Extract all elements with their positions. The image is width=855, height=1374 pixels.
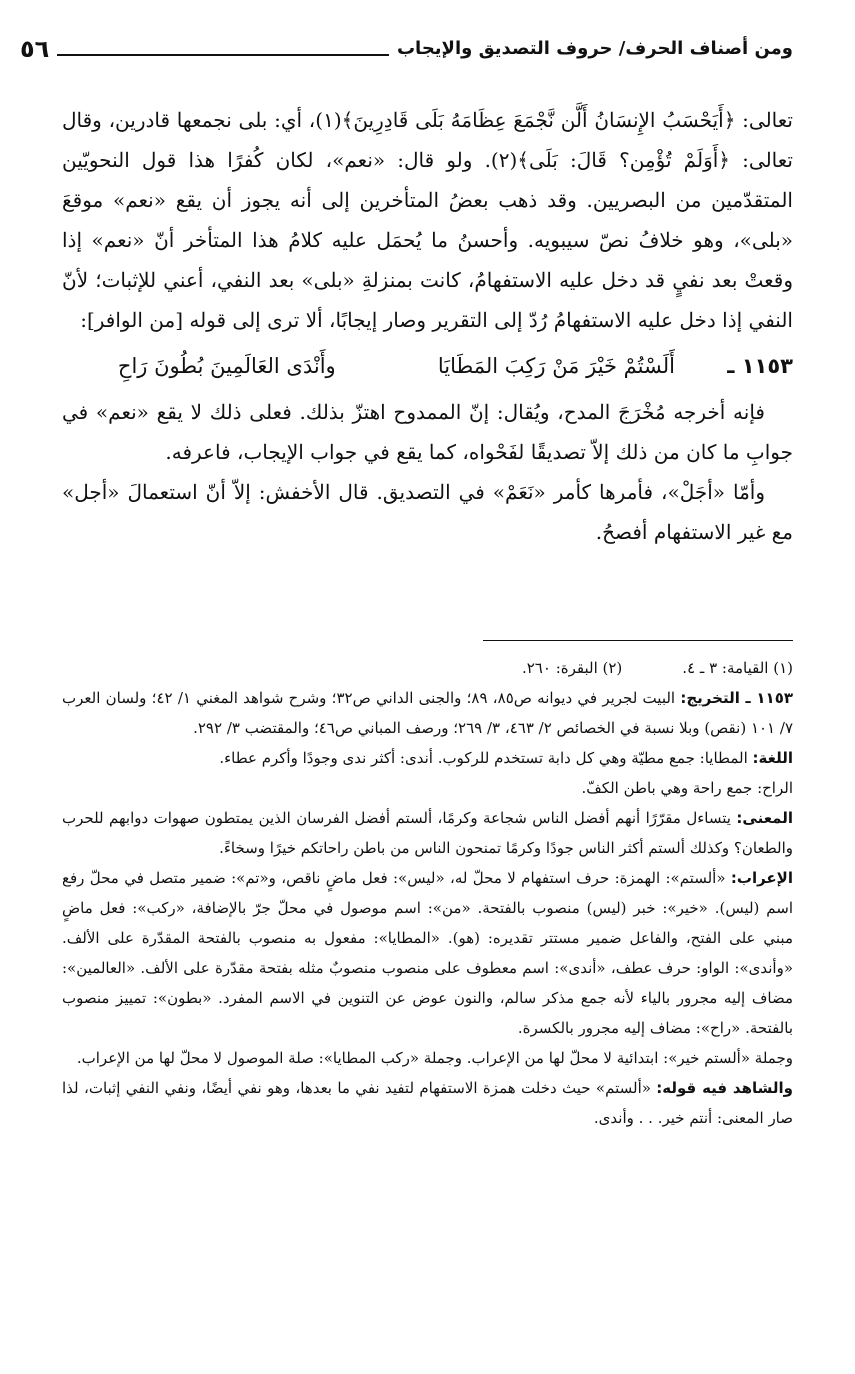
verse-hemistich-second: وأَنْدَى العَالَمِينَ بُطُونَ رَاحِ — [117, 354, 336, 378]
shahid-note — [62, 1073, 793, 1133]
verse-hemistich-first: أَلَسْتُمْ خَيْرَ مَنْ رَكِبَ المَطَايَا — [437, 354, 675, 378]
lugha-note — [62, 743, 793, 773]
irab-label: الإعراب: — [730, 869, 793, 887]
footnotes — [62, 640, 793, 1133]
paragraph: فإنه أخرجه مُخْرَجَ المدح، ويُقال: إنّ الممدوح اهتزّ بذلك. فعلى ذلك لا يقع «نعم» في جوابِ ما كان من ذلك إلاّ تصديقًا لفَحْواه، كما يقع في جواب الإيجاب، فاعرفه. — [62, 400, 793, 464]
lugha-text: المطايا: جمع مطيّة وهي كل دابة تستخدم للركوب. أندى: أكثر ندى وجودًا وأكرم عطاء. — [219, 749, 748, 767]
irab-note-continued: وجملة «ألستم خير»: ابتدائية لا محلّ لها من الإعراب. وجملة «ركب المطايا»: صلة الموصول لا محلّ لها من الإعراب. — [76, 1049, 793, 1067]
shahid-text: «ألستم» حيث دخلت همزة الاستفهام لتفيد نفي ما بعدها، وهو نفي أيضًا، ونفي النفي إثبات، لذا صار المعنى: أنتم خير. . . وأندى. — [62, 1079, 793, 1127]
page-number: ٥٦ — [20, 35, 50, 63]
irab-text: «ألستم»: الهمزة: حرف استفهام لا محلّ له، «ليس»: فعل ماضٍ ناقص، و«تم»: ضمير متصل في محلّ رفع اسم (ليس). «خير»: خبر (ليس) منصوب بالفتحة. «من»: اسم موصول في محلّ جرّ بالإضافة، «ركب»: فعل ماضٍ مبني على الفتح، والفاعل ضمير مستتر تقديره: (هو). «المطايا»: مفعول به منصوب بالفتحة المقدّرة على الألف. «وأندى»: الواو: حرف عطف، «أندى»: اسم معطوف على منصوب منصوبٌ مثله بفتحة مقدّرة على الألف. «العالمين»: مضاف إليه مجرور بالياء لأنه جمع مذكر سالم، والنون عوض عن التنوين في الاسم المفرد. «بطون»: تمييز منصوب بالفتحة. «راح»: مضاف إليه مجرور بالكسرة. — [62, 869, 793, 1037]
paragraph: وأمّا «أجَلْ»، فأمرها كأمر «نَعَمْ» في التصديق. قال الأخفش: إلاّ أنّ استعمالَ «أجل» مع غير الاستفهام أفصحُ. — [62, 480, 793, 544]
mana-label: المعنى: — [736, 809, 793, 827]
page-header — [20, 34, 793, 64]
takhrij-text: البيت لجرير في ديوانه ص٨٥، ٨٩؛ والجنى الداني ص٣٢؛ وشرح شواهد المغني ١/ ٤٢؛ ولسان العرب ٧/ ١٠١ (نقص) وبلا نسبة في الخصائص ٢/ ٤٦٣، ٣/ ٢٦٩؛ ورصف المباني ص٤٦؛ والمقتضب ٣/ ٢٩٢. — [62, 689, 793, 737]
irab-note — [62, 863, 793, 1043]
footnote-ref: (٢) البقرة: ٢٦٠. — [521, 659, 623, 677]
shahid-label: والشاهد فيه قوله: — [656, 1079, 793, 1097]
footnote-ref: (١) القيامة: ٣ ـ ٤. — [682, 659, 793, 677]
takhrij-note — [62, 683, 793, 743]
verse-number: ١١٥٣ ـ — [727, 354, 793, 378]
paragraph: تعالى: ﴿أَيَحْسَبُ الإِنسَانُ أَلَّن نَّجْمَعَ عِظَامَهُ بَلَى قَادِرِينَ﴾(١)، أي: بلى نجمعها قادرين، وقال تعالى: ﴿أَوَلَمْ تُؤْمِن؟ قَالَ: بَلَى﴾(٢). ولو قال: «نعم»، لكان كُفرًا هذا قول النحويّين المتقدّمين من البصريين. وقد ذهب بعضُ المتأخرين إلى أنه يجوز أن يقع «نعم» موقعَ «بلى»، وهو خلافُ نصّ سيبويه. وأحسنُ ما يُحمَل عليه كلامُ هذا المتأخر أنّ «نعم» إذا وقعتْ بعد نفيٍ قد دخل عليه الاستفهامُ، كانت بمنزلةِ «بلى» بعد النفي، أعني للإثبات؛ لأنّ النفي إذا دخل عليه الاستفهامُ رُدّ إلى التقرير وصار إيجابًا، ألا ترى إلى قوله [من الوافر]: — [62, 108, 793, 332]
footnote-rule — [483, 640, 793, 641]
takhrij-label: ١١٥٣ ـ التخريج: — [680, 689, 794, 707]
verse-line — [62, 344, 793, 388]
header-rule — [57, 54, 389, 56]
mana-note — [62, 803, 793, 863]
running-head: ومن أصناف الحرف/ حروف التصديق والإيجاب — [396, 38, 793, 59]
lugha-label: اللغة: — [752, 749, 793, 767]
lugha-note-continued: الراح: جمع راحة وهي باطن الكفّ. — [581, 779, 793, 797]
mana-text: يتساءل مقرّرًا أنهم أفضل الناس شجاعة وكرمًا، ألستم أفضل الفرسان الذين يمتطون صهوات دوابهم للحرب والطعان؟ وكذلك ألستم أكثر الناس جودًا وكرمًا تمنحون الناس من باطن راحاتكم خيرًا وسخاءً. — [62, 809, 793, 857]
main-text — [62, 100, 793, 552]
footnote-references — [62, 655, 793, 681]
